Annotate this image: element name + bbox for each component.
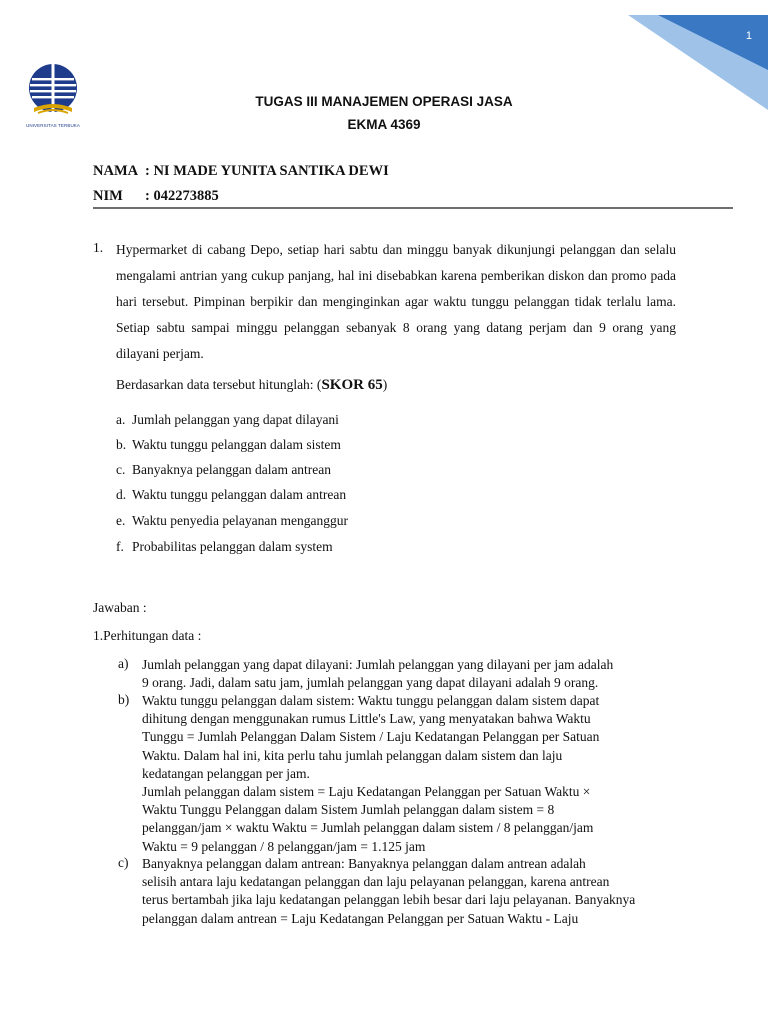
nim-value: : 042273885	[145, 188, 219, 204]
answer-item-letter: c)	[118, 855, 129, 870]
question-instruction	[116, 377, 387, 394]
question-item	[116, 539, 333, 555]
answer-item-a	[142, 656, 674, 692]
answer-subheading: 1.Perhitungan data :	[93, 628, 202, 643]
answer-line: Waktu = 9 pelanggan / 8 pelanggan/jam = 1.125 jam	[142, 838, 426, 854]
item-text: Jumlah pelanggan yang dapat dilayani	[132, 412, 339, 427]
question-number: 1.	[93, 240, 104, 255]
answer-line: 9 orang. Jadi, dalam satu jam, jumlah pelanggan yang dapat dilayani adalah 9 orang.	[142, 675, 599, 691]
answer-line: dihitung dengan menggunakan rumus Little's Law, yang menyatakan bahwa Waktu	[142, 711, 591, 727]
question-paragraph: Hypermarket di cabang Depo, setiap hari sabtu dan minggu banyak dikunjungi pelanggan dan selalu mengalami antrian yang cukup panjang, hal ini disebabkan karena pemberikan diskon dan promo pada hari tersebut. Pimpinan berpikir dan menginginkan agar waktu tunggu pelanggan tidak terlalu lama. Setiap sabtu sampai minggu pelanggan sebanyak 8 orang yang datang perjam dan 9 orang yang dilayani perjam.	[116, 242, 676, 361]
header-divider	[93, 207, 733, 209]
page-number: 1	[745, 30, 752, 42]
answer-line: Waktu. Dalam hal ini, kita perlu tahu jumlah pelanggan dalam sistem dan laju	[142, 747, 563, 763]
item-letter: b.	[116, 437, 127, 452]
question-item	[116, 437, 341, 453]
name-row	[93, 163, 389, 180]
item-letter: f.	[116, 539, 124, 554]
answer-line: Waktu Tunggu Pelanggan dalam Sistem Jumlah pelanggan dalam sistem = 8	[142, 802, 555, 818]
answer-line: Jumlah pelanggan yang dapat dilayani: Jumlah pelanggan yang dilayani per jam adalah	[142, 657, 614, 672]
item-text: Waktu penyedia pelayanan menganggur	[132, 513, 348, 528]
answer-line: pelanggan dalam antrean = Laju Kedatangan Pelanggan per Satuan Waktu - Laju	[142, 910, 579, 926]
name-value: : NI MADE YUNITA SANTIKA DEWI	[145, 163, 389, 179]
answer-line: pelanggan/jam × waktu Waktu = Jumlah pelanggan dalam sistem / 8 pelanggan/jam	[142, 820, 594, 836]
answer-line: terus bertambah jika laju kedatangan pelanggan lebih besar dari laju pelayanan. Banyaknya	[142, 892, 636, 908]
answer-line: Banyaknya pelanggan dalam antrean: Banyaknya pelanggan dalam antrean adalah	[142, 856, 586, 871]
answer-line: kedatangan pelanggan per jam.	[142, 765, 310, 781]
item-text: Banyaknya pelanggan dalam antrean	[132, 462, 332, 477]
answer-line: selisih antara laju kedatangan pelanggan dan laju pelayanan pelanggan, karena antrean	[142, 874, 610, 890]
document-title: TUGAS III MANAJEMEN OPERASI JASA	[255, 94, 513, 109]
item-text: Waktu tunggu pelanggan dalam sistem	[132, 437, 341, 452]
item-letter: d.	[116, 487, 127, 502]
item-letter: c.	[116, 462, 126, 477]
item-text: Probabilitas pelanggan dalam system	[132, 539, 333, 554]
instruction-suffix: )	[382, 377, 388, 392]
answer-item-letter: b)	[118, 692, 130, 707]
question-item	[116, 513, 348, 529]
course-code: EKMA 4369	[347, 117, 421, 132]
answer-line: Jumlah pelanggan dalam sistem = Laju Kedatangan Pelanggan per Satuan Waktu ×	[142, 784, 591, 800]
question-item	[116, 412, 339, 428]
answer-item-c	[142, 855, 674, 928]
nim-label: NIM	[93, 188, 123, 204]
answer-item-b	[142, 692, 674, 856]
answer-line: Tunggu = Jumlah Pelanggan Dalam Sistem / Laju Kedatangan Pelanggan per Satuan	[142, 729, 600, 745]
name-label: NAMA	[93, 163, 139, 179]
logo-caption: UNIVERSITAS TERBUKA	[26, 123, 80, 128]
answer-item-letter: a)	[118, 656, 129, 671]
instruction-prefix: Berdasarkan data tersebut hitunglah: (	[116, 377, 322, 392]
item-text: Waktu tunggu pelanggan dalam antrean	[132, 487, 347, 502]
answer-line: Waktu tunggu pelanggan dalam sistem: Waktu tunggu pelanggan dalam sistem dapat	[142, 693, 600, 708]
question-item	[116, 462, 331, 478]
score-label: SKOR 65	[321, 377, 383, 393]
nim-row	[93, 188, 219, 205]
question-item	[116, 487, 346, 503]
item-letter: a.	[116, 412, 126, 427]
item-letter: e.	[116, 513, 126, 528]
answer-heading: Jawaban :	[93, 600, 147, 615]
